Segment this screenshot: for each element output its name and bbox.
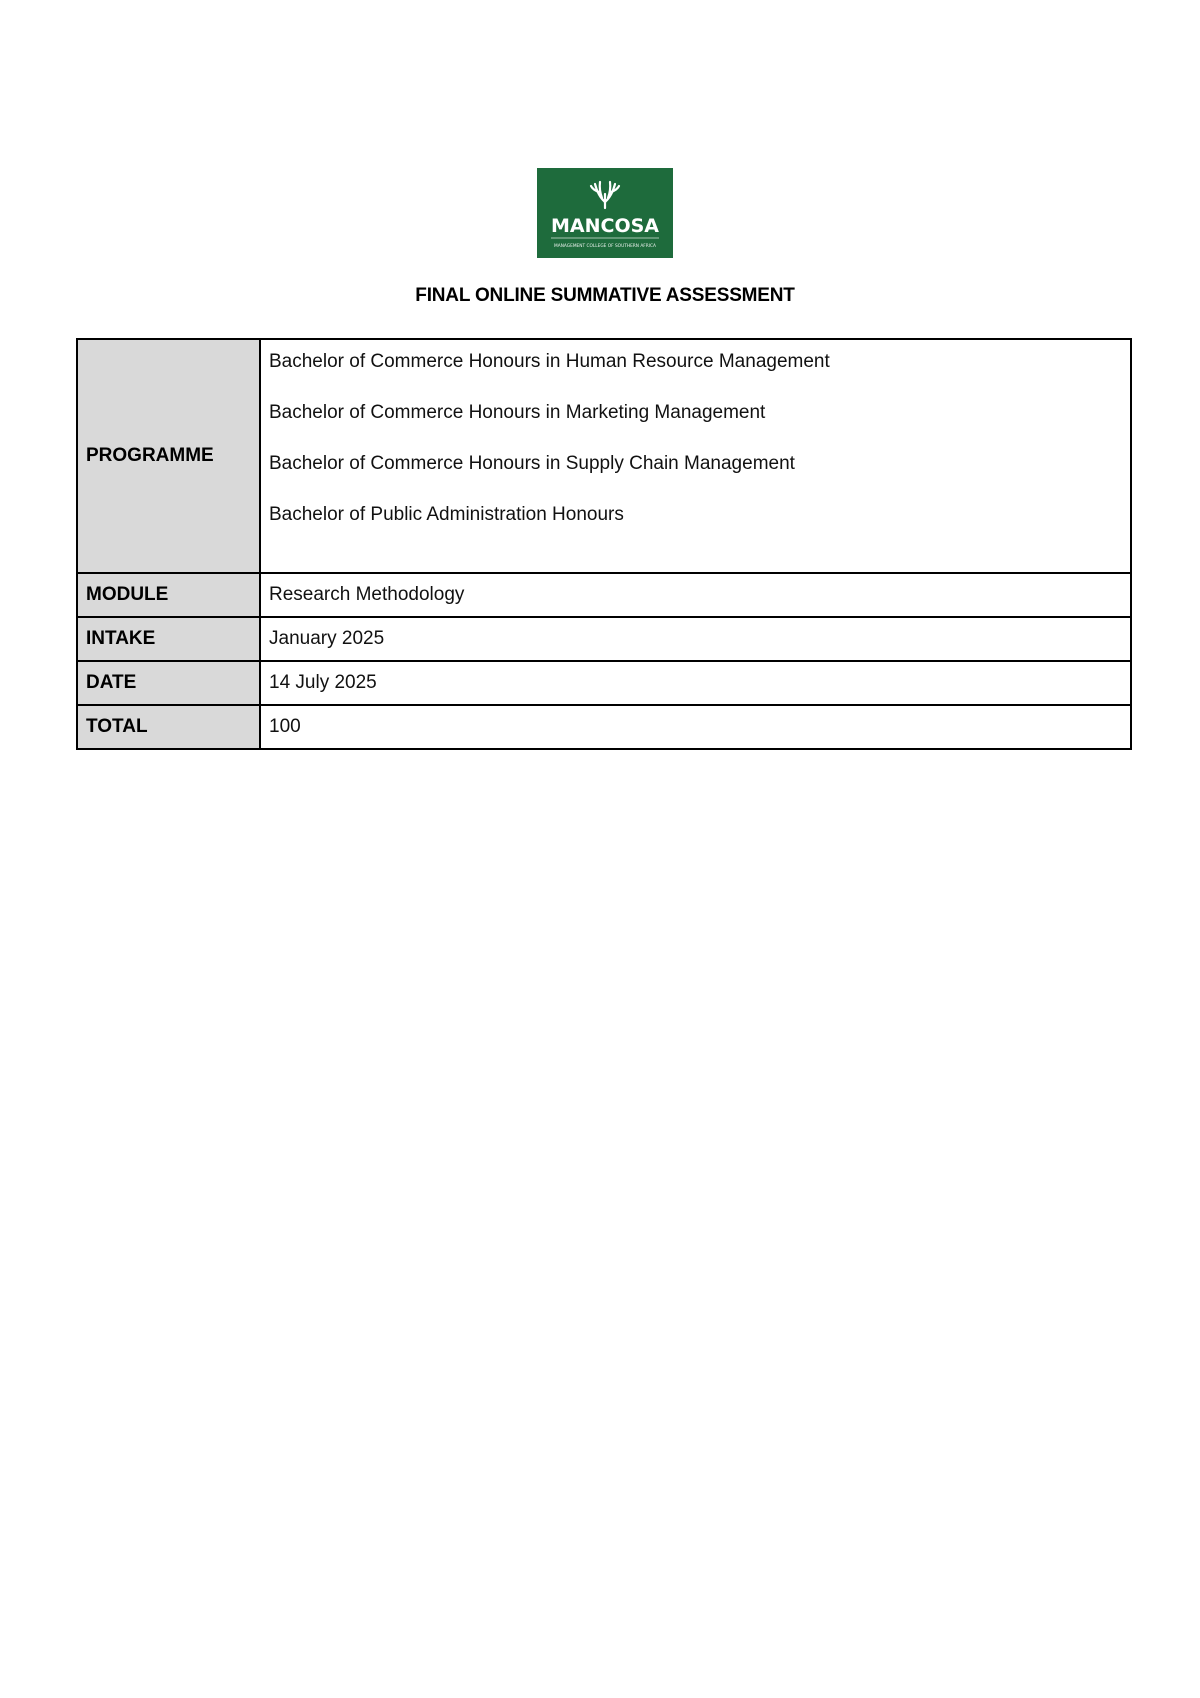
logo-tagline: MANAGEMENT COLLEGE OF SOUTHERN AFRICA xyxy=(554,244,656,249)
programme-label: PROGRAMME xyxy=(77,339,260,573)
date-label: DATE xyxy=(77,661,260,705)
mancosa-logo xyxy=(537,168,673,258)
total-label: TOTAL xyxy=(77,705,260,749)
tree-icon xyxy=(591,182,619,208)
assessment-info-table xyxy=(76,338,1132,750)
table-row-intake xyxy=(77,617,1131,661)
programme-item: Bachelor of Commerce Honours in Supply Chain Management xyxy=(269,453,795,474)
document-title: FINAL ONLINE SUMMATIVE ASSESSMENT xyxy=(415,285,795,306)
intake-label: INTAKE xyxy=(77,617,260,661)
module-label: MODULE xyxy=(77,573,260,617)
logo-graphic xyxy=(537,168,673,258)
table-row-module xyxy=(77,573,1131,617)
table-row-date xyxy=(77,661,1131,705)
programme-item: Bachelor of Commerce Honours in Human Resource Management xyxy=(269,351,830,372)
intake-value: January 2025 xyxy=(260,617,1131,661)
programme-item: Bachelor of Commerce Honours in Marketing Management xyxy=(269,402,766,423)
module-value: Research Methodology xyxy=(260,573,1131,617)
table-row-programme xyxy=(77,339,1131,573)
total-value: 100 xyxy=(260,705,1131,749)
programme-item: Bachelor of Public Administration Honours xyxy=(269,504,624,525)
table-row-total xyxy=(77,705,1131,749)
programme-values xyxy=(260,339,1131,573)
date-value: 14 July 2025 xyxy=(260,661,1131,705)
logo-brand-name: MANCOSA xyxy=(551,215,659,237)
